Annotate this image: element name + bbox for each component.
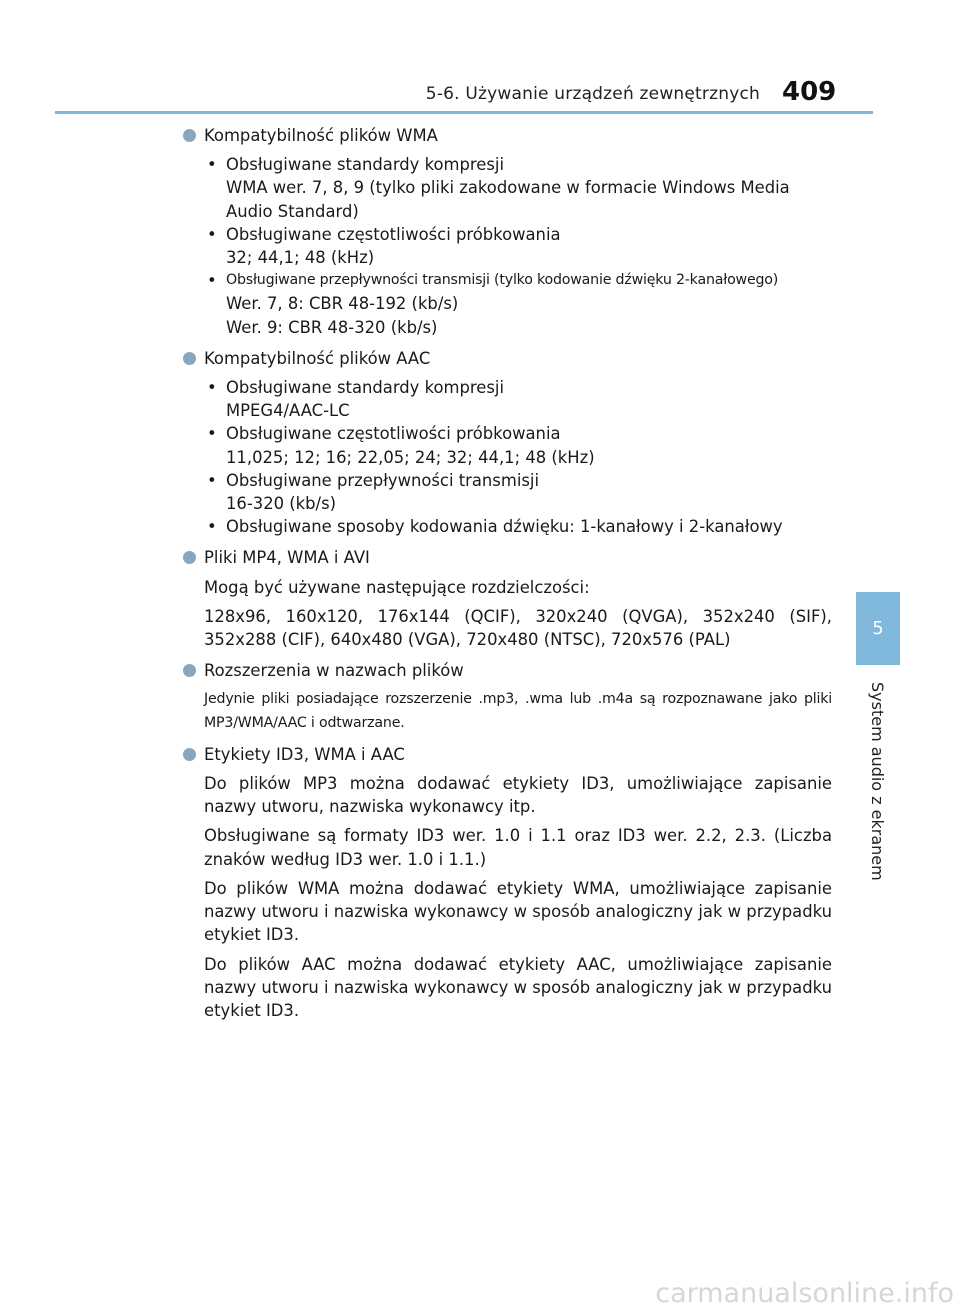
list-item-value: 32; 44,1; 48 (kHz) xyxy=(226,248,375,268)
paragraph: Do plików AAC można dodawać etykiety AAC, umożliwiające zapisanie nazwy utworu i nazwiska wykonawcy w sposób analogiczny jak w przypadku etykiet ID3. xyxy=(204,954,832,1020)
list-item xyxy=(204,515,832,538)
section-tags xyxy=(183,743,832,1022)
bullet-mark-icon: • xyxy=(207,155,217,175)
bullet-dot-icon xyxy=(183,129,196,142)
list-item-value: MPEG4/AAC-LC xyxy=(226,401,350,421)
section-title xyxy=(183,347,832,370)
bullet-mark-icon: • xyxy=(207,271,217,291)
bullet-dot-icon xyxy=(183,664,196,677)
section-title-text: Rozszerzenia w nazwach plików xyxy=(204,661,464,681)
bullet-mark-icon: • xyxy=(207,378,217,398)
page-content xyxy=(183,124,832,1030)
bullet-mark-icon: • xyxy=(207,517,217,537)
paragraph: Jedynie pliki posiadające rozszerzenie .mp3, .wma lub .m4a są rozpoznawane jako pliki MP3/WMA/AAC i odtwarzane. xyxy=(204,691,832,731)
list-item-value: WMA wer. 7, 8, 9 (tylko pliki zakodowane w formacie Windows Media Audio Standard) xyxy=(226,178,790,221)
bullet-mark-icon: • xyxy=(207,470,217,490)
section-title xyxy=(183,743,832,766)
list-item xyxy=(204,153,832,223)
section-title-text: Etykiety ID3, WMA i AAC xyxy=(204,744,405,764)
section-title-text: Kompatybilność plików WMA xyxy=(204,126,438,145)
list-item-label: Obsługiwane przepływności transmisji (tylko kodowanie dźwięku 2-kanałowego) xyxy=(226,272,779,289)
paragraph: Mogą być używane następujące rozdzielczości: xyxy=(204,577,590,597)
header-title: 5-6. Używanie urządzeń zewnętrznych xyxy=(425,84,760,104)
page-number: 409 xyxy=(782,77,837,107)
paragraph: Obsługiwane są formaty ID3 wer. 1.0 i 1.1 oraz ID3 wer. 2.2, 2.3. (Liczba znaków według ID3 wer. 1.0 i 1.1.) xyxy=(204,826,832,869)
bullet-dot-icon xyxy=(183,551,196,564)
section-title xyxy=(183,546,832,569)
paragraph: 128x96, 160x120, 176x144 (QCIF), 320x240 (QVGA), 352x240 (SIF), 352x288 (CIF), 640x480 (VGA), 720x480 (NTSC), 720x576 (PAL) xyxy=(204,606,832,650)
section-title-text: Pliki MP4, WMA i AVI xyxy=(204,548,370,568)
chapter-label: System audio z ekranem xyxy=(868,682,887,881)
bullet-mark-icon: • xyxy=(207,224,217,244)
chapter-tab[interactable]: 5 xyxy=(856,592,900,665)
list-item-value: Wer. 9: CBR 48-320 (kb/s) xyxy=(226,317,438,337)
list-item xyxy=(204,376,832,422)
bullet-mark-icon: • xyxy=(207,424,217,444)
list-item xyxy=(204,422,832,468)
list-item-label: Obsługiwane częstotliwości próbkowania xyxy=(226,424,561,444)
list-item xyxy=(204,269,832,339)
list-item-label: Obsługiwane standardy kompresji xyxy=(226,155,505,175)
section-title xyxy=(183,124,832,147)
bullet-dot-icon xyxy=(183,748,196,761)
bullet-dot-icon xyxy=(183,352,196,365)
list-item-label: Obsługiwane sposoby kodowania dźwięku: 1-kanałowy i 2-kanałowy xyxy=(226,517,783,537)
header-divider xyxy=(55,111,873,114)
paragraph: Do plików WMA można dodawać etykiety WMA, umożliwiające zapisanie nazwy utworu i nazwiska wykonawcy w sposób analogiczny jak w przypadku etykiet ID3. xyxy=(204,878,832,945)
list-item xyxy=(204,469,832,515)
list-item-label: Obsługiwane standardy kompresji xyxy=(226,378,505,398)
section-title xyxy=(183,659,832,682)
section-wma xyxy=(183,124,832,339)
list-item-label: Obsługiwane częstotliwości próbkowania xyxy=(226,224,561,244)
section-aac xyxy=(183,347,832,539)
list-item-value: 16-320 (kb/s) xyxy=(226,494,337,514)
bullet-list xyxy=(204,153,832,339)
bullet-list xyxy=(204,376,832,538)
list-item-value: Wer. 7, 8: CBR 48-192 (kb/s) xyxy=(226,294,459,314)
section-title-text: Kompatybilność plików AAC xyxy=(204,348,431,368)
list-item-value: 11,025; 12; 16; 22,05; 24; 32; 44,1; 48 (kHz) xyxy=(226,447,595,467)
section-extensions xyxy=(183,659,832,735)
list-item-label: Obsługiwane przepływności transmisji xyxy=(226,470,540,490)
section-video xyxy=(183,546,832,651)
paragraph: Do plików MP3 można dodawać etykiety ID3, umożliwiające zapisanie nazwy utworu, nazwiska wykonawcy itp. xyxy=(204,774,832,817)
watermark: carmanualsonline.info xyxy=(655,1278,954,1309)
list-item xyxy=(204,223,832,269)
